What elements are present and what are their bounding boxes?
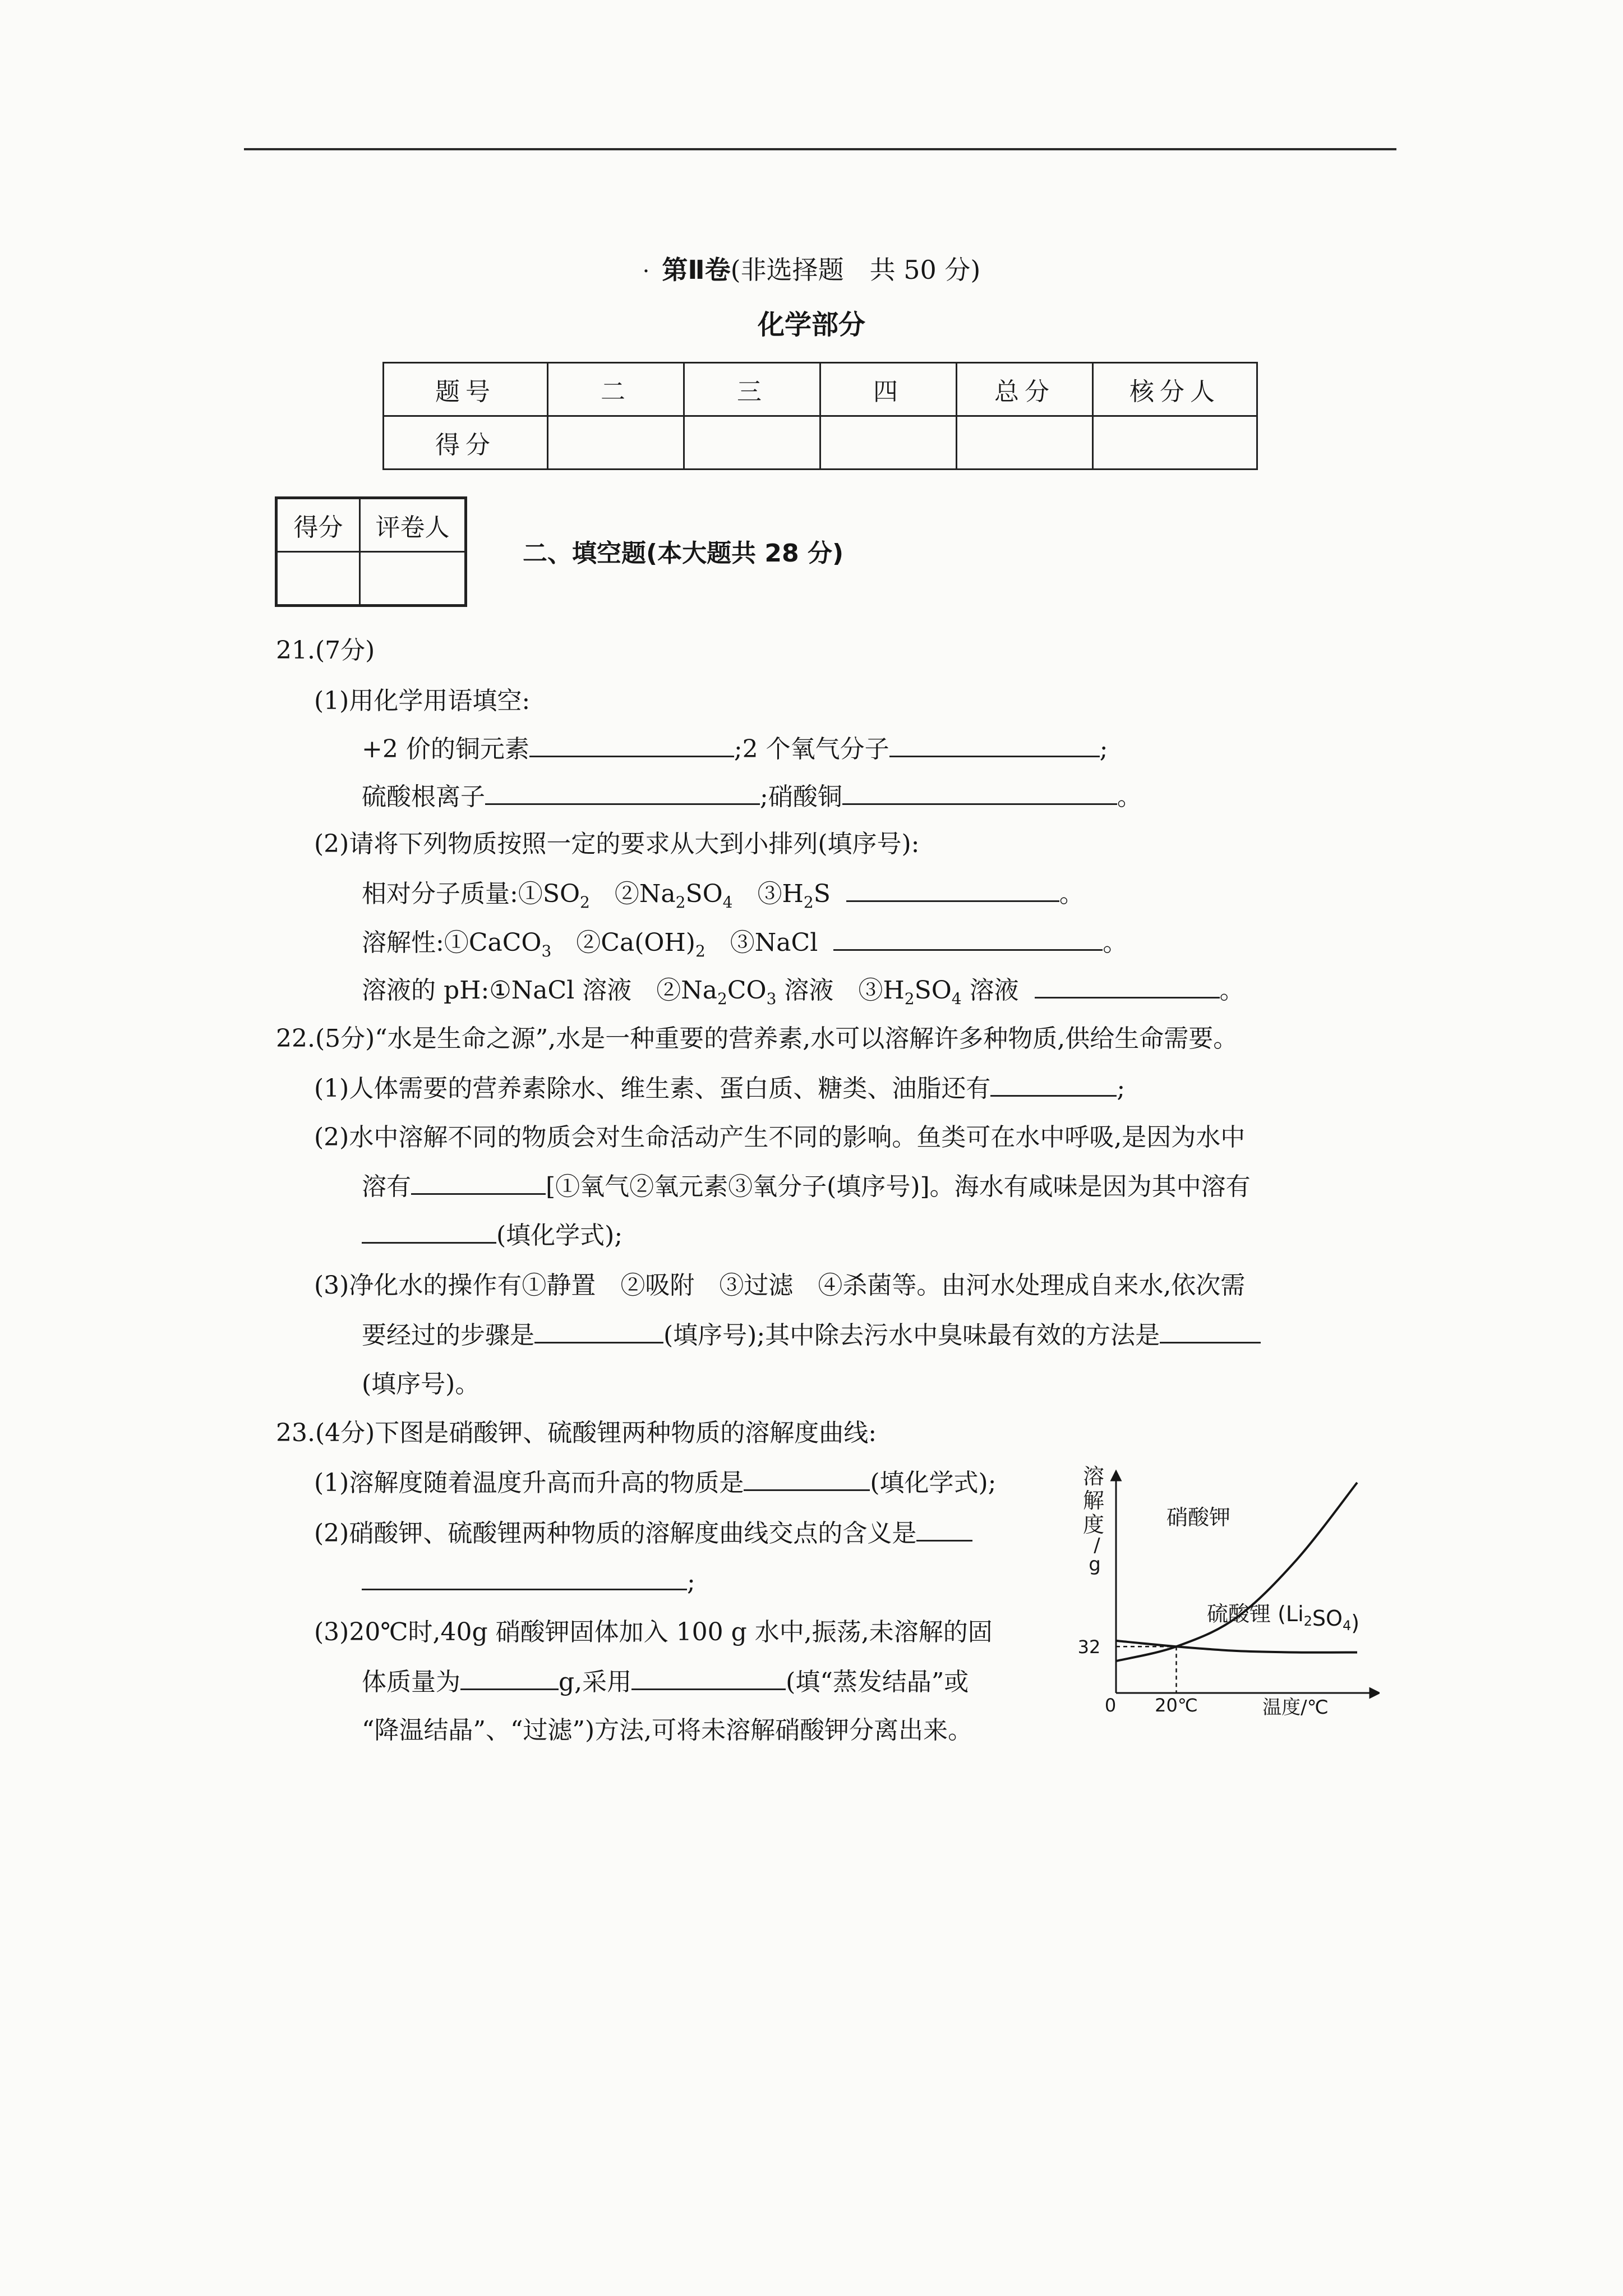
q21-heading: 21.(7分) [276,636,375,665]
lithium-sulfate-curve [1116,1641,1357,1653]
q22-sub3-line-2: 要经过的步骤是 (填序号);其中除去污水中臭味最有效的方法是 [362,1318,1261,1352]
q23-sub3-line-2: 体质量为 g,采用 (填“蒸发结晶”或 [362,1665,969,1699]
grader-box-score-cell[interactable] [276,552,360,606]
q23-sub2-line-1: (2)硝酸钾、硫酸锂两种物质的溶解度曲线交点的含义是 [314,1516,972,1550]
q21-line-1: +2 价的铜元素 ;2 个氧气分子 ; [362,732,1108,766]
score-table-header-label: 题号 [384,363,548,416]
part-two-title: 二、填空题(本大题共 28 分) [523,539,844,568]
grader-box [275,496,467,607]
q22-sub2-line-3: (填化学式); [362,1218,623,1253]
answer-blank[interactable] [362,1565,687,1590]
q22-sub3-line-1: (3)净化水的操作有①静置 ②吸附 ③过滤 ④杀菌等。由河水处理成自来水,依次需 [314,1271,1246,1300]
score-cell[interactable] [1093,416,1257,470]
sheet-note: (非选择题 共 50 分) [730,255,981,285]
sheet-heading: · 第Ⅱ卷(非选择题 共 50 分) [642,255,981,285]
score-table [382,362,1258,470]
answer-blank[interactable] [362,1218,496,1244]
grader-box-grader-label: 评卷人 [360,498,466,552]
q22-heading: 22.(5分)“水是生命之源”,水是一种重要的营养素,水可以溶解许多种物质,供给生命需要。 [276,1024,1238,1053]
q21-sub2: (2)请将下列物质按照一定的要求从大到小排列(填序号): [314,830,920,858]
series-label-potassium-nitrate: 硝酸钾 [1166,1505,1231,1530]
q21-ph-line: 溶液的 pH:①NaCl 溶液 $②Na_2CO_3$ 溶液 $③H_2SO_4$ 溶液 。 [362,973,1244,1007]
q23-sub1: (1)溶解度随着温度升高而升高的物质是 (填化学式); [314,1466,996,1500]
answer-blank[interactable] [1160,1318,1261,1343]
answer-blank[interactable] [842,780,1117,805]
potassium-nitrate-curve [1116,1483,1360,1661]
answer-blank[interactable] [916,1516,972,1542]
score-cell[interactable] [684,416,820,470]
answer-blank[interactable] [460,1665,559,1690]
q22-sub1: (1)人体需要的营养素除水、维生素、蛋白质、糖类、油脂还有 ; [314,1071,1125,1106]
answer-blank[interactable] [744,1466,870,1491]
score-table-col-total: 总分 [957,363,1093,416]
q23-sub3-line-3: “降温结晶”、“过滤”)方法,可将未溶解硝酸钾分离出来。 [362,1716,973,1745]
answer-blank[interactable] [534,1318,663,1343]
answer-blank[interactable] [990,1071,1117,1097]
q21-sub1: (1)用化学用语填空: [314,687,531,715]
q22-sub2-line-1: (2)水中溶解不同的物质会对生命活动产生不同的影响。鱼类可在水中呼吸,是因为水中 [314,1123,1246,1152]
score-cell[interactable] [548,416,684,470]
top-rule [244,148,1396,150]
solubility-curve-chart [1054,1458,1380,1717]
section-title: 化学部分 [757,309,865,341]
y-axis-label-char: / [1094,1534,1100,1557]
q21-line-2: 硫酸根离子 ;硝酸铜 。 [362,780,1142,814]
q23-sub2-line-2: ; [362,1565,695,1599]
score-table-score-row [384,416,1257,470]
series-label-lithium-sulfate: 硫酸锂 $(Li_2SO_4)$ [1207,1602,1360,1635]
answer-blank[interactable] [889,732,1100,757]
score-table-row-label: 得分 [384,416,548,470]
grader-box-score-label: 得分 [276,498,360,552]
q23-sub3-line-1: (3)20℃时,40g 硝酸钾固体加入 100 g 水中,振荡,未溶解的固 [314,1618,993,1646]
answer-blank[interactable] [411,1170,546,1195]
answer-blank[interactable] [846,877,1059,902]
answer-blank[interactable] [529,732,734,757]
bullet-dot: · [642,259,650,284]
x-tick-label: 20℃ [1155,1695,1198,1716]
q21-solubility-line: 溶解性:①CaCO$_3$ $②Ca(OH)_2$ ③NaCl 。 [362,926,1127,960]
score-table-col-4: 四 [820,363,957,416]
q22-sub2-line-2: 溶有 [①氧气②氧元素③氧分子(填序号)]。海水有咸味是因为其中溶有 [362,1170,1251,1204]
y-axis-label-char: 度 [1082,1512,1105,1537]
score-table-col-2: 二 [548,363,684,416]
origin-label: 0 [1104,1695,1117,1716]
y-axis-label-char: g [1089,1553,1101,1576]
chart-marks [1078,1483,1359,1716]
answer-blank[interactable] [833,926,1103,951]
answer-blank[interactable] [485,780,760,805]
y-tick-label: 32 [1077,1636,1101,1658]
x-axis-label: 温度/℃ [1262,1696,1329,1717]
answer-blank[interactable] [1035,973,1220,999]
score-table-col-checker: 核分人 [1093,363,1257,416]
answer-blank[interactable] [631,1665,786,1690]
score-cell[interactable] [820,416,957,470]
grader-box-grader-cell[interactable] [360,552,466,606]
score-cell[interactable] [957,416,1093,470]
score-table-header-row [384,363,1257,416]
q23-heading: 23.(4分)下图是硝酸钾、硫酸锂两种物质的溶解度曲线: [276,1419,877,1447]
q21-molar-mass-line: 相对分子质量$:①SO_2$ $②Na_2SO_4$ $③H_2S$ 。 [362,877,1084,911]
score-table-col-3: 三 [684,363,820,416]
y-axis-label-char: 解 [1082,1488,1105,1513]
q22-sub3-line-3: (填序号)。 [362,1370,480,1398]
y-axis-label-char: 溶 [1082,1464,1105,1489]
